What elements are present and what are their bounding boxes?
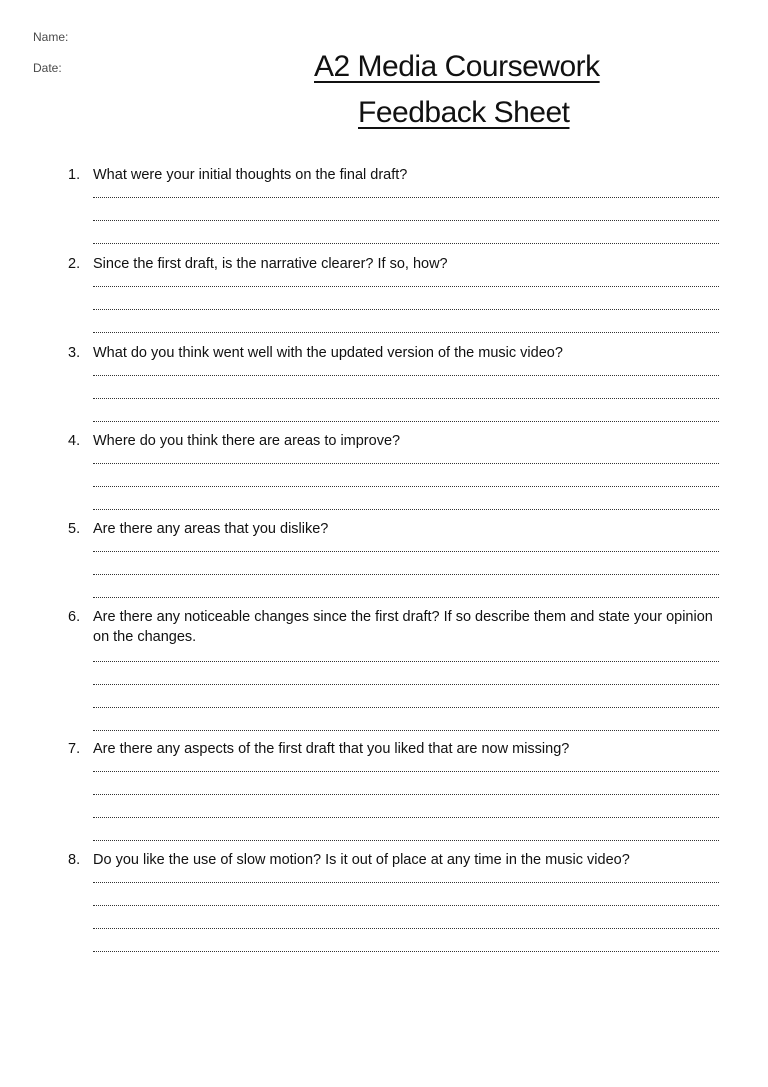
page-title: A2 Media Coursework xyxy=(314,50,600,83)
answer-line[interactable] xyxy=(93,840,719,841)
question-text: What were your initial thoughts on the final draft? xyxy=(93,167,408,183)
question-text: Do you like the use of slow motion? Is it out of place at any time in the music video? xyxy=(93,852,630,868)
question-text: Are there any aspects of the first draft that you liked that are now missing? xyxy=(93,741,570,757)
answer-line[interactable] xyxy=(93,928,719,929)
page-subtitle: Feedback Sheet xyxy=(358,96,570,129)
question-text: Are there any noticeable changes since the first draft? If so describe them and state your opinion on the changes. xyxy=(93,609,713,645)
question-number: 3. xyxy=(68,345,81,361)
question-text: What do you think went well with the updated version of the music video? xyxy=(93,345,563,361)
question-number: 6. xyxy=(68,609,81,625)
answer-line[interactable] xyxy=(93,486,719,487)
question-number: 7. xyxy=(68,741,81,757)
answer-line[interactable] xyxy=(93,882,719,883)
question-number: 5. xyxy=(68,521,81,537)
answer-line[interactable] xyxy=(93,243,719,244)
answer-line[interactable] xyxy=(93,794,719,795)
question-number: 2. xyxy=(68,256,81,272)
answer-line[interactable] xyxy=(93,398,719,399)
name-label: Name: xyxy=(33,30,69,44)
answer-line[interactable] xyxy=(93,286,719,287)
question-number: 4. xyxy=(68,433,81,449)
answer-line[interactable] xyxy=(93,332,719,333)
answer-line[interactable] xyxy=(93,463,719,464)
answer-line[interactable] xyxy=(93,421,719,422)
question-number: 1. xyxy=(68,167,81,183)
answer-line[interactable] xyxy=(93,597,719,598)
answer-line[interactable] xyxy=(93,661,719,662)
answer-line[interactable] xyxy=(93,817,719,818)
answer-line[interactable] xyxy=(93,951,719,952)
question-text: Are there any areas that you dislike? xyxy=(93,521,329,537)
answer-line[interactable] xyxy=(93,905,719,906)
answer-line[interactable] xyxy=(93,574,719,575)
date-label: Date: xyxy=(33,61,62,75)
answer-line[interactable] xyxy=(93,220,719,221)
answer-line[interactable] xyxy=(93,375,719,376)
question-number: 8. xyxy=(68,852,81,868)
answer-line[interactable] xyxy=(93,509,719,510)
answer-line[interactable] xyxy=(93,309,719,310)
answer-line[interactable] xyxy=(93,771,719,772)
question-text: Since the first draft, is the narrative clearer? If so, how? xyxy=(93,256,448,272)
answer-line[interactable] xyxy=(93,551,719,552)
answer-line[interactable] xyxy=(93,730,719,731)
question-text: Where do you think there are areas to improve? xyxy=(93,433,401,449)
answer-line[interactable] xyxy=(93,684,719,685)
answer-line[interactable] xyxy=(93,197,719,198)
answer-line[interactable] xyxy=(93,707,719,708)
